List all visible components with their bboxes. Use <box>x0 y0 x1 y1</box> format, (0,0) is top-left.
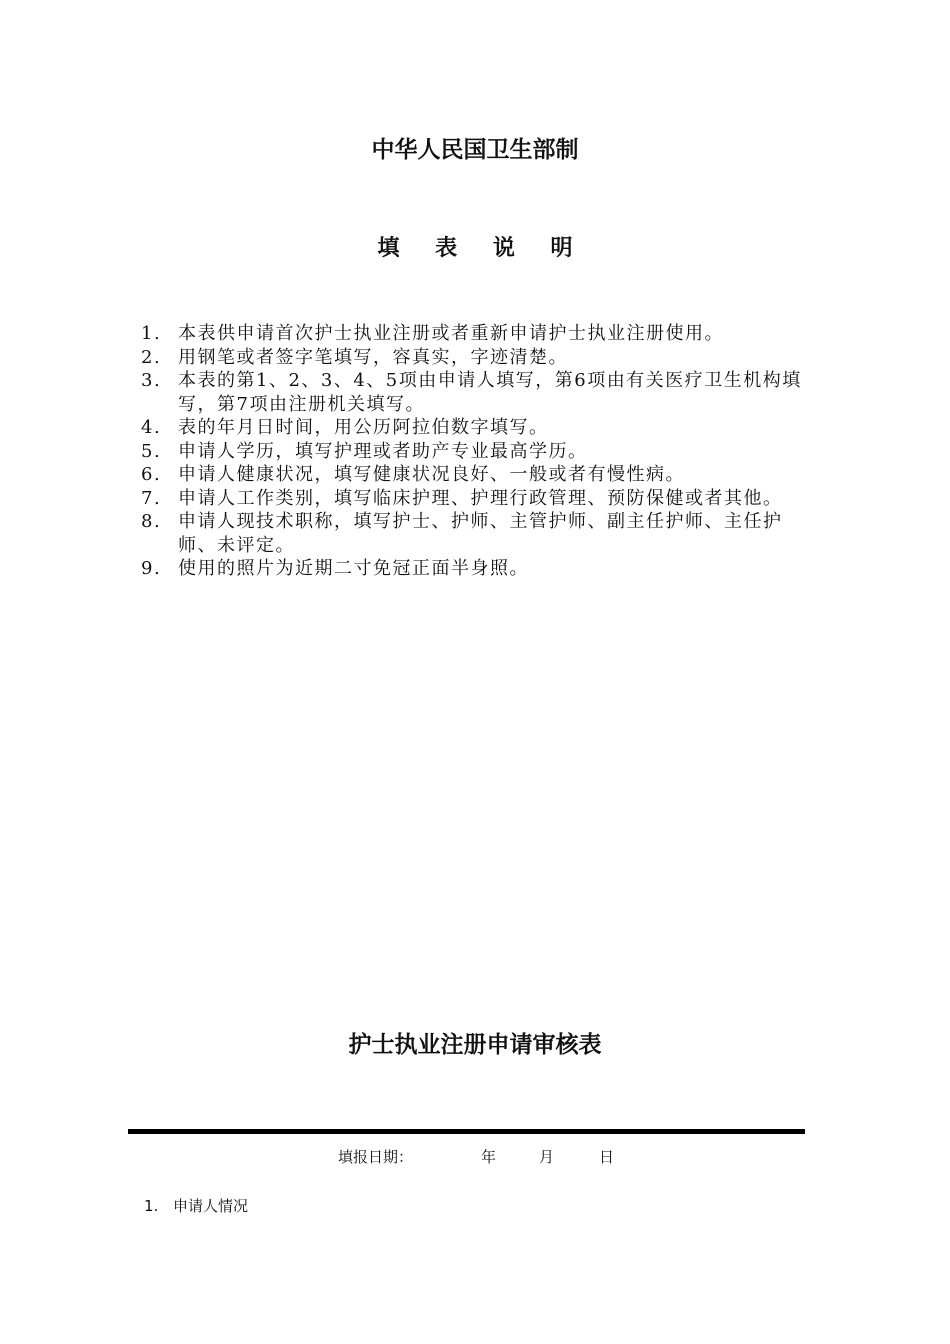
fill-date-year: 年 <box>481 1148 497 1166</box>
instruction-text: 申请人工作类别，填写临床护理、护理行政管理、预防保健或者其他。 <box>178 487 783 509</box>
instruction-number: 3. <box>141 370 162 391</box>
instruction-number: 2. <box>141 346 162 368</box>
instruction-item-5 <box>141 440 821 464</box>
instruction-item-9 <box>141 557 821 581</box>
fill-date-month: 月 <box>539 1148 555 1166</box>
instruction-item-2 <box>141 346 821 370</box>
instructions-list <box>141 322 821 581</box>
instructions-title: 填 表 说 明 <box>377 236 587 261</box>
instruction-text: 表的年月日时间，用公历阿拉伯数字填写。 <box>178 417 549 438</box>
instruction-number: 6. <box>141 464 162 485</box>
section-title: 申请人情况 <box>173 1197 249 1215</box>
instruction-number: 4. <box>141 417 162 438</box>
instruction-item-7 <box>141 487 821 511</box>
instruction-item-3 <box>141 369 821 416</box>
instruction-text: 本表的第1、2、3、4、5项由申请人填写，第6项由有关医疗卫生机构填写，第7项由注册机关填写。 <box>178 370 802 415</box>
instruction-number: 9. <box>141 558 162 579</box>
fill-date-day: 日 <box>599 1148 615 1166</box>
instruction-text: 申请人健康状况，填写健康状况良好、一般或者有慢性病。 <box>178 464 685 485</box>
instruction-text: 申请人现技术职称，填写护士、护师、主管护师、副主任护师、主任护师、未评定。 <box>178 511 783 556</box>
instruction-number: 7. <box>141 487 162 509</box>
instruction-text: 本表供申请首次护士执业注册或者重新申请护士执业注册使用。 <box>178 323 724 344</box>
instruction-item-8 <box>141 510 821 557</box>
instruction-number: 8. <box>141 511 162 532</box>
form-title: 护士执业注册申请审核表 <box>348 1032 602 1058</box>
issuer-header: 中华人民国卫生部制 <box>371 137 579 163</box>
instruction-number: 5. <box>141 440 162 462</box>
instruction-item-1 <box>141 322 821 346</box>
instruction-item-6 <box>141 463 821 487</box>
section-heading-applicant <box>144 1195 248 1217</box>
instruction-text: 使用的照片为近期二寸免冠正面半身照。 <box>178 558 529 579</box>
instruction-number: 1. <box>141 323 162 344</box>
instruction-item-4 <box>141 416 821 440</box>
title-divider <box>128 1129 805 1134</box>
instruction-text: 申请人学历，填写护理或者助产专业最高学历。 <box>178 440 588 462</box>
instruction-text: 用钢笔或者签字笔填写，容真实，字迹清楚。 <box>178 346 568 368</box>
fill-date-label: 填报日期： <box>338 1148 414 1166</box>
section-number: 1. <box>144 1197 159 1215</box>
